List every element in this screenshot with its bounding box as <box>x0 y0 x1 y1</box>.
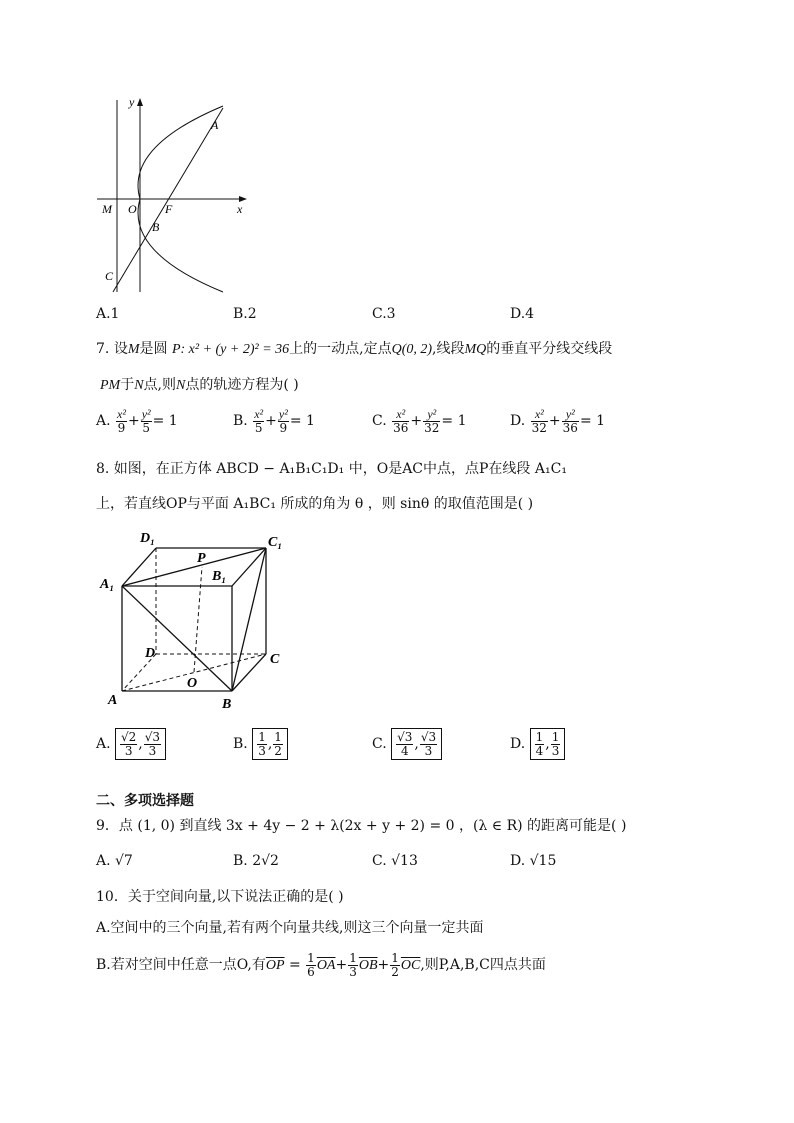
label-y: y <box>129 95 135 109</box>
cube-label-C: C <box>270 652 280 667</box>
q8-option-d: D. $\frac{1}{4}$ , $\frac{1}{3}$ <box>510 728 565 760</box>
cube-label-B: B <box>222 697 232 712</box>
cube-figure <box>96 526 296 716</box>
q7-option-b: B. $\frac{\text{x²}}{5}$ + $\frac{\text{y²}}{9}$ = 1 <box>233 407 315 435</box>
q7-option-d: D. $\frac{\text{x²}}{32}$ + $\frac{\text{y²}}{36}$ = 1 <box>510 407 606 435</box>
section-heading: 二、多项选择题 <box>96 793 194 809</box>
label-A: A <box>211 118 219 132</box>
cube-label-C1: C₁ <box>268 535 283 550</box>
cube-label-D: D <box>145 646 156 661</box>
q7-option-a: A. $\frac{\text{x²}}{9}$ + $\frac{\text{y²}}{5}$ = 1 <box>96 407 178 435</box>
label-C: C <box>105 269 114 283</box>
q7-line1: 7. 设M是圆 P: x² + (y + 2)² = 36上的一动点,定点Q(0, 2),线段MQ的垂直平分线交线段 <box>96 341 613 357</box>
q9-option-d: D. √15 <box>510 853 557 869</box>
q8-option-a: A. $\frac{√2}{3}$ , $\frac{√3}{3}$ <box>96 728 166 760</box>
q8-option-c: C. $\frac{√3}{4}$ , $\frac{√3}{3}$ <box>372 728 442 760</box>
q9-text: 9．点 (1, 0) 到直线 3x + 4y − 2 + λ(2x + y + 2) = 0 ，(λ ∈ R) 的距离可能是( ) <box>96 818 627 834</box>
q6-option-c: C.3 <box>372 306 396 322</box>
q8-line1: 8. 如图，在正方体 ABCD − A₁B₁C₁D₁ 中，O是AC中点，点P在线段 A₁C₁ <box>96 461 567 477</box>
label-x: x <box>237 202 243 216</box>
q9-option-c: C. √13 <box>372 853 418 869</box>
q6-option-b: B.2 <box>233 306 257 322</box>
q7-option-c: C. $\frac{\text{x²}}{36}$ + $\frac{\text{y²}}{32}$ = 1 <box>372 407 467 435</box>
q10-option-a: A.空间中的三个向量,若有两个向量共线,则这三个向量一定共面 <box>96 920 484 936</box>
q7-line2: PM于N点,则N点的轨迹方程为( ) <box>100 377 299 393</box>
cube-label-O: O <box>187 676 198 691</box>
q10-option-b: B.若对空间中任意一点O,有$\overline{OP}$ = $\frac{1}{6}$ $\overline{OA}+$ $\frac{1}{3}$ $\overline{OB}+$ $\frac{1}{2}$ $\overline{OC}$,则P,A,B,C四点共面 <box>96 951 546 979</box>
q9-option-b: B. 2√2 <box>233 853 279 869</box>
q8-line2: 上，若直线OP与平面 A₁BC₁ 所成的角为 θ ，则 sinθ 的取值范围是( ) <box>96 496 534 512</box>
cube-label-A1: A₁ <box>100 577 115 592</box>
cube-label-P: P <box>197 551 206 566</box>
label-B: B <box>152 220 160 234</box>
cube-label-D1: D₁ <box>140 531 155 546</box>
cube-label-B1: B₁ <box>212 569 227 584</box>
cube-label-A: A <box>108 693 118 708</box>
q9-option-a: A. √7 <box>96 853 133 869</box>
q6-option-a: A.1 <box>96 306 120 322</box>
parabola-figure <box>95 92 255 298</box>
label-M: M <box>102 202 112 216</box>
q10-text: 10．关于空间向量,以下说法正确的是( ) <box>96 889 344 905</box>
q8-option-b: B. $\frac{1}{3}$ , $\frac{1}{2}$ <box>233 728 288 760</box>
label-O: O <box>128 202 137 216</box>
label-F: F <box>165 202 173 216</box>
q6-option-d: D.4 <box>510 306 535 322</box>
